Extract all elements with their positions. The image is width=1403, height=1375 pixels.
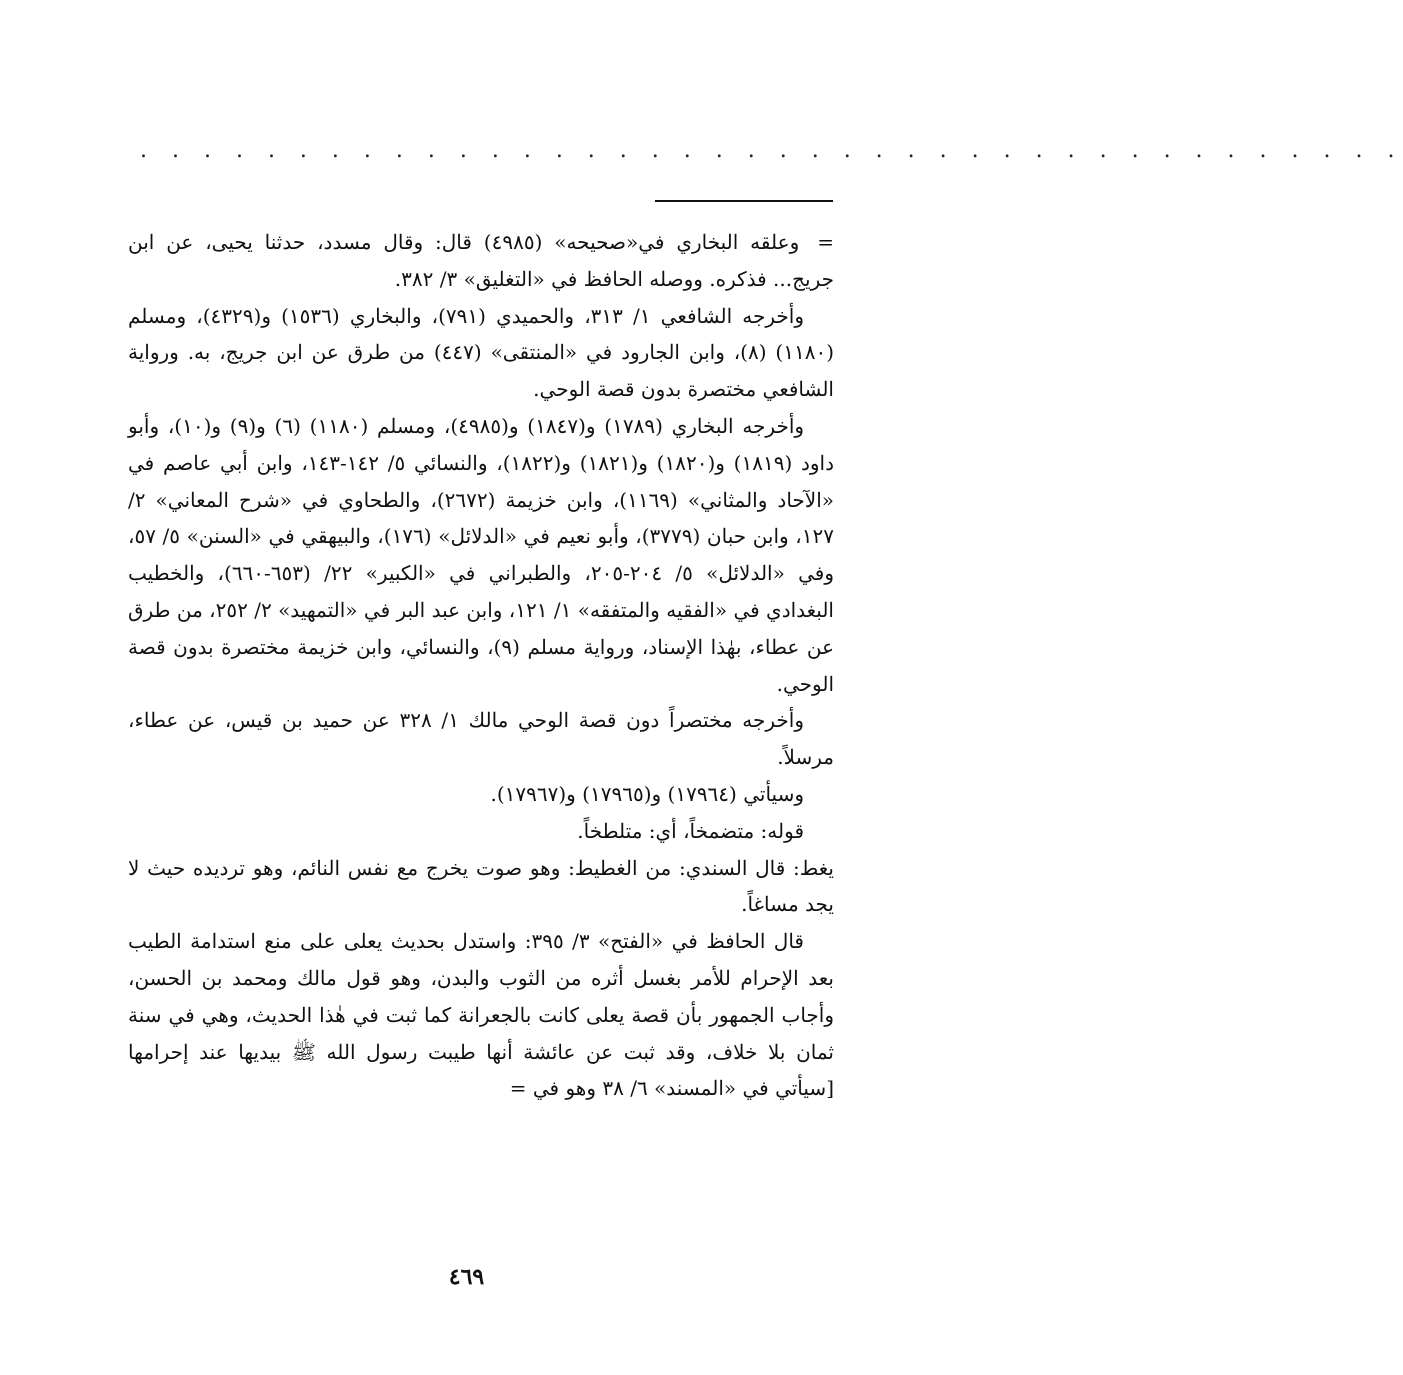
footnotes-block (128, 224, 834, 1107)
footnote-paragraph-5: وسيأتي (١٧٩٦٤) و(١٧٩٦٥) و(١٧٩٦٧). (490, 781, 804, 806)
separator-dots: . . . . . . . . . . . . . . . . . . . . . . . . . . . . . . . . . . . . . . . . (140, 138, 1403, 163)
footnote-text: وعلقه البخاري في«صحيحه» (٤٩٨٥) قال: وقال مسدد، حدثنا يحيى، عن ابن جريج... فذكره. ووصله الحافظ في «التغليق» ٣/ ٣٨٢. (128, 230, 834, 291)
continuation-mark: = (817, 230, 834, 254)
page-number: ٤٦٩ (448, 1264, 485, 1290)
footnote-paragraph-8: قال الحافظ في «الفتح» ٣/ ٣٩٥: واستدل بحديث يعلى على منع استدامة الطيب بعد الإحرام للأمر بغسل أثره من الثوب والبدن، وهو قول مالك ومحمد بن الحسن، وأجاب الجمهور بأن قصة يعلى كانت بالجعرانة كما ثبت في هٰذا الحديث، وهي في سنة ثمان بلا خلاف، وقد ثبت عن عائشة أنها طيبت رسول الله ﷺ بيديها عند إحرامها [سيأتي في «المسند» ٦/ ٣٨ وهو في = (128, 929, 834, 1101)
footnote-paragraph-4: وأخرجه مختصراً دون قصة الوحي مالك ١/ ٣٢٨ عن حميد بن قيس، عن عطاء، مرسلاً. (128, 708, 834, 770)
footnote-paragraph-6: قوله: متضمخاً، أي: متلطخاً. (577, 818, 804, 843)
footnote-paragraph-2: وأخرجه الشافعي ١/ ٣١٣، والحميدي (٧٩١)، والبخاري (١٥٣٦) و(٤٣٢٩)، ومسلم (١١٨٠) (٨)، وابن الجارود في «المنتقى» (٤٤٧) من طرق عن ابن جريج، به. ورواية الشافعي مختصرة بدون قصة الوحي. (128, 303, 835, 402)
footnote-rule (655, 200, 833, 202)
footnote-paragraph-1 (128, 224, 834, 298)
footnote-paragraph-7: يغط: قال السندي: من الغطيط: وهو صوت يخرج مع نفس النائم، وهو ترديده حيث لا يجد مساغاً. (128, 855, 834, 917)
footnote-paragraph-3: وأخرجه البخاري (١٧٨٩) و(١٨٤٧) و(٤٩٨٥)، ومسلم (١١٨٠) (٦) و(٩) و(١٠)، وأبو داود (١٨١٩) و(١٨٢٠) و(١٨٢١) و(١٨٢٢)، والنسائي ٥/ ١٤٢-١٤٣، وابن أبي عاصم في «الآحاد والمثاني» (١١٦٩)، وابن خزيمة (٢٦٧٢)، والطحاوي في «شرح المعاني» ٢/ ١٢٧، وابن حبان (٣٧٧٩)، وأبو نعيم في «الدلائل» (١٧٦)، والبيهقي في «السنن» ٥/ ٥٧، وفي «الدلائل» ٥/ ٢٠٤-٢٠٥، والطبراني في «الكبير» ٢٢/ (٦٥٣-٦٦٠)، والخطيب البغدادي في «الفقيه والمتفقه» ١/ ١٢١، وابن عبد البر في «التمهيد» ٢/ ٢٥٢، من طرق عن عطاء، بهٰذا الإسناد، ورواية مسلم (٩)، والنسائي، وابن خزيمة مختصرة بدون قصة الوحي. (128, 413, 835, 696)
